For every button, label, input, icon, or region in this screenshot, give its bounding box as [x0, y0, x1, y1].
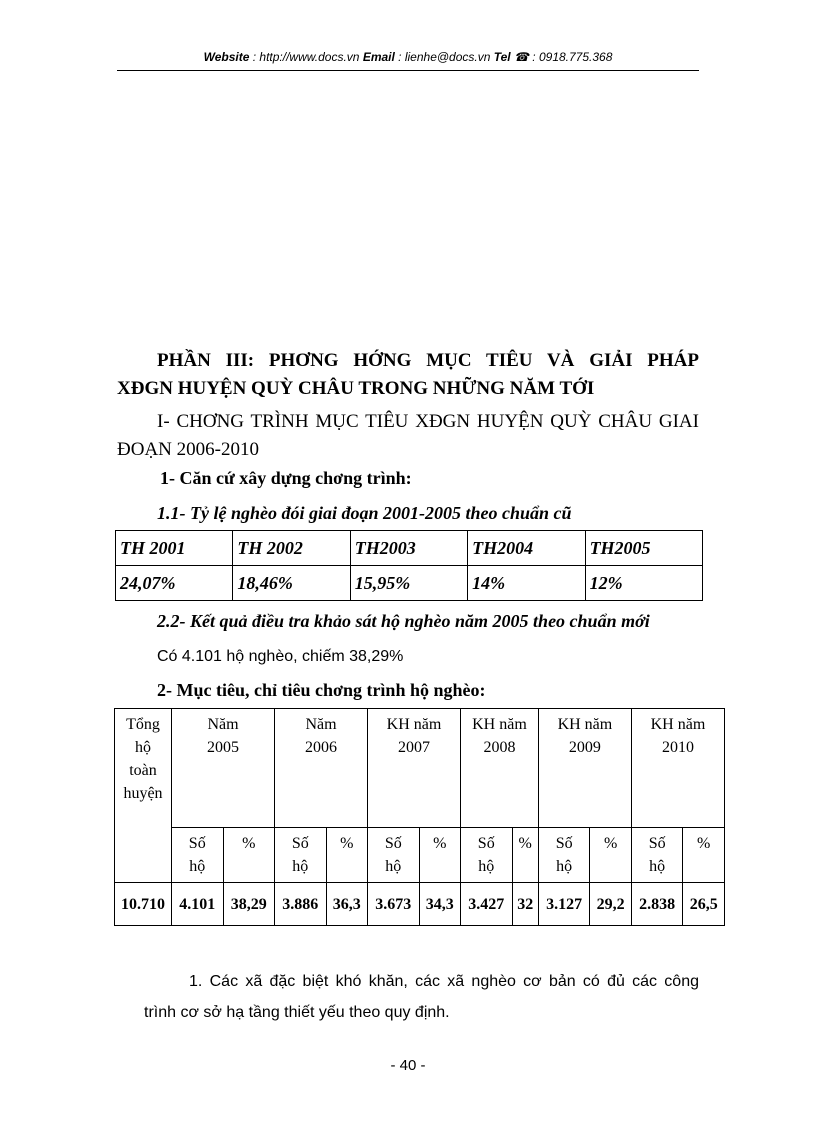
section-title-line2: XĐGN HUYỆN QUỲ CHÂU TRONG NHỮNG NĂM TỚI: [117, 378, 595, 399]
table-cell: 36,3: [326, 883, 367, 926]
sub-header-text: Số: [477, 835, 495, 852]
heading-targets: 2- Mục tiêu, chỉ tiêu chơng trình hộ nghèo:: [157, 680, 486, 700]
email-value: : lienhe@docs.vn: [398, 50, 491, 64]
heading-poverty-rate: 1.1- Tỷ lệ nghèo đói giai đoạn 2001-2005 theo chuẩn cũ: [157, 503, 572, 523]
group-header-line2: 2005: [207, 739, 240, 756]
table-row: [115, 883, 725, 926]
paragraph-line2: trình cơ sở hạ tầng thiết yếu theo quy định.: [144, 1004, 450, 1021]
infrastructure-paragraph: [117, 966, 699, 1028]
group-header-line1: KH năm: [472, 716, 527, 733]
header-text: toàn: [129, 762, 157, 779]
header-divider: [117, 70, 699, 71]
group-header-line1: KH năm: [650, 716, 706, 733]
table-cell: 14%: [468, 566, 585, 601]
section-title-line1: PHẦN III: PHƠNG HỚNG MỤC TIÊU VÀ GIẢI PHÁP: [157, 350, 699, 371]
sub-header-text: hộ: [478, 858, 495, 875]
table-cell: 12%: [585, 566, 702, 601]
group-header: [368, 709, 461, 828]
program-title-line2: ĐOẠN 2006-2010: [117, 439, 259, 460]
sub-header-count: [631, 828, 683, 883]
table-header-row: [115, 709, 725, 828]
table-cell: 34,3: [419, 883, 460, 926]
sub-header-percent: %: [512, 828, 538, 883]
header-text: hộ: [135, 739, 151, 756]
header-text: Tổng: [126, 716, 160, 733]
total-households-header: [115, 709, 172, 883]
sub-header-percent: %: [683, 828, 725, 883]
sub-header-text: hộ: [556, 858, 573, 875]
sub-header-text: hộ: [189, 858, 206, 875]
page-number: - 40 -: [390, 1057, 426, 1074]
table-header-cell: TH 2001: [116, 531, 233, 566]
tel-label: Tel: [493, 50, 511, 64]
group-header-line2: 2009: [568, 739, 601, 756]
sub-header-text: Số: [291, 835, 309, 852]
table-cell: 38,29: [223, 883, 275, 926]
website-value: : http://www.docs.vn: [252, 50, 360, 64]
table-cell: 32: [512, 883, 538, 926]
group-header: [275, 709, 368, 828]
table-cell: 10.710: [115, 883, 172, 926]
table-cell: 4.101: [172, 883, 224, 926]
phone-icon: ☎: [514, 50, 529, 64]
website-label: Website: [203, 50, 250, 64]
targets-table: [114, 708, 725, 926]
sub-header-count: [461, 828, 513, 883]
group-header-line1: KH năm: [557, 716, 613, 733]
sub-header-count: [172, 828, 224, 883]
group-header-line2: 2010: [661, 739, 694, 756]
group-header: [631, 709, 724, 828]
sub-header-count: [275, 828, 327, 883]
table-cell: 24,07%: [116, 566, 233, 601]
table-cell: 18,46%: [233, 566, 350, 601]
sub-header-text: hộ: [385, 858, 402, 875]
group-header-line1: Năm: [305, 716, 337, 733]
table-header-cell: TH2003: [350, 531, 467, 566]
table-row: [116, 566, 703, 601]
group-header: [538, 709, 631, 828]
sub-header-text: hộ: [292, 858, 309, 875]
heading-basis: 1- Căn cứ xây dựng chơng trình:: [160, 468, 412, 488]
poverty-rate-table: [115, 530, 703, 601]
table-cell: 2.838: [631, 883, 683, 926]
group-header-line1: Năm: [207, 716, 239, 733]
page-header: [0, 50, 816, 64]
sub-header-text: Số: [384, 835, 402, 852]
group-header: [461, 709, 539, 828]
group-header: [172, 709, 275, 828]
sub-header-text: Số: [188, 835, 206, 852]
paragraph-line1: 1. Các xã đặc biệt khó khăn, các xã nghèo cơ bản có đủ các công: [189, 973, 699, 990]
group-header-line1: KH năm: [386, 716, 442, 733]
sub-header-text: hộ: [649, 858, 666, 875]
sub-header-percent: %: [326, 828, 367, 883]
table-cell: 29,2: [590, 883, 631, 926]
group-header-line2: 2008: [483, 739, 516, 756]
table-header-cell: TH2004: [468, 531, 585, 566]
section-title: [117, 347, 699, 403]
table-cell: 3.427: [461, 883, 513, 926]
group-header-line2: 2007: [398, 739, 430, 756]
header-text: huyện: [123, 785, 163, 802]
table-header-row: [116, 531, 703, 566]
sub-header-count: [538, 828, 590, 883]
sub-header-text: Số: [648, 835, 666, 852]
sub-header-text: Số: [555, 835, 573, 852]
program-title-line1: I- CHƠNG TRÌNH MỤC TIÊU XĐGN HUYỆN QUỲ CHÂU GIAI: [157, 411, 699, 432]
survey-result-text: Có 4.101 hộ nghèo, chiếm 38,29%: [157, 648, 404, 665]
email-label: Email: [362, 50, 395, 64]
table-cell: 15,95%: [350, 566, 467, 601]
sub-header-percent: %: [419, 828, 460, 883]
table-cell: 3.673: [368, 883, 420, 926]
tel-value: : 0918.775.368: [532, 50, 613, 64]
table-cell: 26,5: [683, 883, 725, 926]
table-subheader-row: [115, 828, 725, 883]
program-title: [117, 408, 699, 464]
table-header-cell: TH2005: [585, 531, 702, 566]
sub-header-percent: %: [590, 828, 631, 883]
sub-header-percent: %: [223, 828, 275, 883]
table-cell: 3.886: [275, 883, 327, 926]
sub-header-count: [368, 828, 420, 883]
table-cell: 3.127: [538, 883, 590, 926]
group-header-line2: 2006: [305, 739, 338, 756]
table-header-cell: TH 2002: [233, 531, 350, 566]
heading-survey-result: 2.2- Kết quả điều tra khảo sát hộ nghèo năm 2005 theo chuẩn mới: [157, 611, 650, 631]
